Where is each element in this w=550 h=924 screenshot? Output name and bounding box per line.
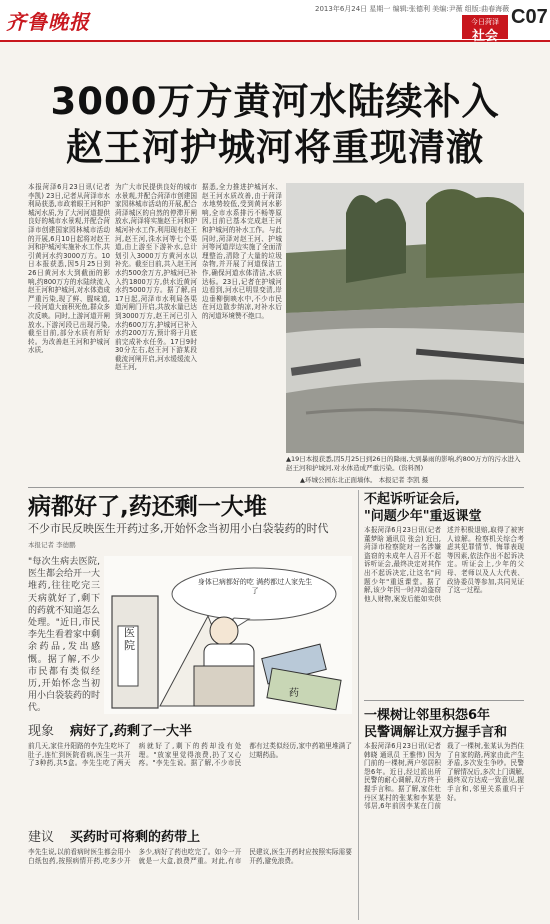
story2-section2-title: 买药时可将剩的药带上 xyxy=(70,830,201,845)
story3-text: 本报菏泽6月23日讯(记者 董梦晗 通讯员 张会) 近日,菏泽市检察院对一名涉嫌盗窃的未成年人召开不起诉听证会,最终决定对其作出不起诉决定,让这名"问题少年"重返课堂。据了解,该少年因一时冲动盗窃他人财物,案发后能如实供述并积极退赔,取得了被害人谅解。检察机关综合考虑其犯罪情节、悔罪表现等因素,依法作出不起诉决定。听证会上,少年的父母、老师以及人大代表、政协委员等参加,共同见证了这一过程。 xyxy=(364,526,524,603)
lead-headline-line1: 3000万方黄河水陆续补入 xyxy=(50,80,500,123)
story2-byline: 本报记者 李德鹏 xyxy=(28,541,76,549)
story3-divider xyxy=(364,700,524,701)
cartoon-speech: 身体已病都好的吃 满药都过人家先生了 xyxy=(197,578,313,595)
cartoon-drug-label: 药 xyxy=(289,688,299,699)
newspaper-logo: 齐鲁晚报 xyxy=(6,10,90,34)
story2-section1-text: 前几天,家住丹阳路的李先生吃坏了肚子,连忙到医院看病,医生一共开了3种药,共5盒。李先生吃了两天病就好了,剩下的药却没有处理。"放家里觉得浪费,扔了又心疼。"李先生说。据了解,不少市民都有过类似经历,家中药箱里堆满了过期药品。 xyxy=(28,742,352,768)
story2-section2-tag: 建议 xyxy=(28,830,55,845)
story2-section1-title: 病好了,药剩了一大半 xyxy=(70,724,192,739)
story2-section2-header xyxy=(28,826,352,844)
section-badge xyxy=(462,15,508,44)
lead-photo-credit: ▲环城公园东北正面墙体。 本报记者 李凯 摄 xyxy=(300,476,429,484)
cartoon-hospital-sign: 医院 xyxy=(124,626,135,652)
river-photo-top xyxy=(286,183,524,453)
story2-section2-text: 李先生说,以前看病时医生都会用小白纸包药,按照病情开药,吃多少开多少,病好了药也吃完了。如今一开就是一大盒,浪费严重。对此,有市民建议,医生开药时应按照实际需要开药,避免浪费。 xyxy=(28,848,352,865)
section-name: 社会 xyxy=(471,29,498,44)
cartoon-illustration xyxy=(104,556,352,714)
dateline: 2013年6月24日 星期一 编辑:张德利 美编:尹薇 组版:曲春海薇 xyxy=(315,5,510,13)
lead-photo-caption: ▲19日本报获悉,因5月25日到26日的降雨,大到暴雨的影响,约800万方的污水进入赵王河和护城河,对水体造成严重污染。(资料图) xyxy=(286,455,521,472)
lead-text-col2: 为广大市民提供良好的城市水景观,并配合菏泽市创建国家园林城市活动的开展,配合菏泽城区的自然的停滞开闸放水,菏泽将实施赵王河和护城河补水工作,利用现有赵王河,赵王河,洙水河等七个渠道,由上游至下游补水,总计划引入3000万方黄河水以补充。截至目前,共入赵王河水约500余万方,护城河已补入约1800万方,供水近黄河水约5000万方。据了解,自17日起,菏泽市水利局各渠道河闸门开启,共放水量已达到3000万方,赵王河已引入水约600万方,护城河已补入水约200万方,预计将于月底前完成补水任务。17日9时30分左右,赵王河下游某段截流河闸开启,河水缓缓流入赵王河, xyxy=(115,183,197,372)
column-rule xyxy=(358,490,359,920)
lead-text-col1: 本报菏泽6月23日讯(记者 李凯) 23日,记者从菏泽市水利局获悉,市政着眼王河和护城河水质,为了大河河道提供良好的城市水景观,并配合菏泽市创建国家园林城市活动的开展,6月10日起将对赵王河和护城河实施补水工作,共引黄河水约3000万方。10日本报获悉,因5月25日到26日黄河水大到截面的影响,约800万方的水陆续流入赵王河和护城河,对水体造成严重污染,现了鲜、腥味道,一段河道大面积死鱼,群众多次反映。同时,上游河道开闸放水,下游河段已出现污染,截至目前,部分水质有所好转。为改善赵王河和护城河水质, xyxy=(28,183,110,355)
story3-headline-line2: "问题少年"重返课堂 xyxy=(364,509,482,524)
section-tag: 今日菏泽 xyxy=(471,18,499,26)
lead-headline-line2: 赵王河护城河将重现清澈 xyxy=(66,126,484,169)
story2-section1-header xyxy=(28,720,352,738)
page-number: C07 xyxy=(511,6,548,28)
lead-text-col3: 据悉,全力推进护城河水、赵王河水质改善,由于菏泽水地势较低,受到黄河水影响,全市水系排污不畅等原因,目前已基本完成赵王河和护城河的补水工作。与此同时,菏泽对赵王河、护城河等河道岸边实施了全面清理整治,清除了大量的垃圾杂物,并开展了河道保洁工作,确保河道水体清洁,水质达标。23日,记者在护城河边看到,河水已明显变清,岸边垂柳倒映水中,不少市民在河边散步纳凉,对补水后的河道环境赞不绝口。 xyxy=(202,183,282,320)
story3-headline-line1: 不起诉听证会后, xyxy=(364,492,460,507)
story2-section1-tag: 现象 xyxy=(28,724,55,739)
story4-text: 本报菏泽6月23日讯(记者 韩晓 通讯员 王雅伟) 因为门前的一棵树,两户邻居积怨6年。近日,经过派出所民警的耐心调解,双方终于握手言和。据了解,家住牡丹区某村的张某和李某是邻居,6年前因李某在门前栽了一棵树,张某认为挡住了自家的路,两家由此产生矛盾,多次发生争吵。民警了解情况后,多次上门调解,最终双方达成一致意见,握手言和,邻里关系重归于好。 xyxy=(364,742,524,811)
story4-headline-line2: 民警调解让双方握手言和 xyxy=(364,725,508,740)
story4-headline-line1: 一棵树让邻里积怨6年 xyxy=(364,708,491,723)
story2-subhead: 不少市民反映医生开药过多,开始怀念当初用小白袋装药的时代 xyxy=(28,522,329,535)
story2-headline: 病都好了,药还剩一大堆 xyxy=(28,494,267,520)
story2-intro: "每次生病去医院,医生都会给开一大堆药,往往吃完三天病就好了,剩下的药就不知道怎么处理。"近日,市民李先生看着家中剩余药品,发出感慨。据了解,不少市民都有类似经历,开始怀念当初用小白袋装药的时代。 xyxy=(28,557,100,714)
masthead xyxy=(0,0,550,42)
